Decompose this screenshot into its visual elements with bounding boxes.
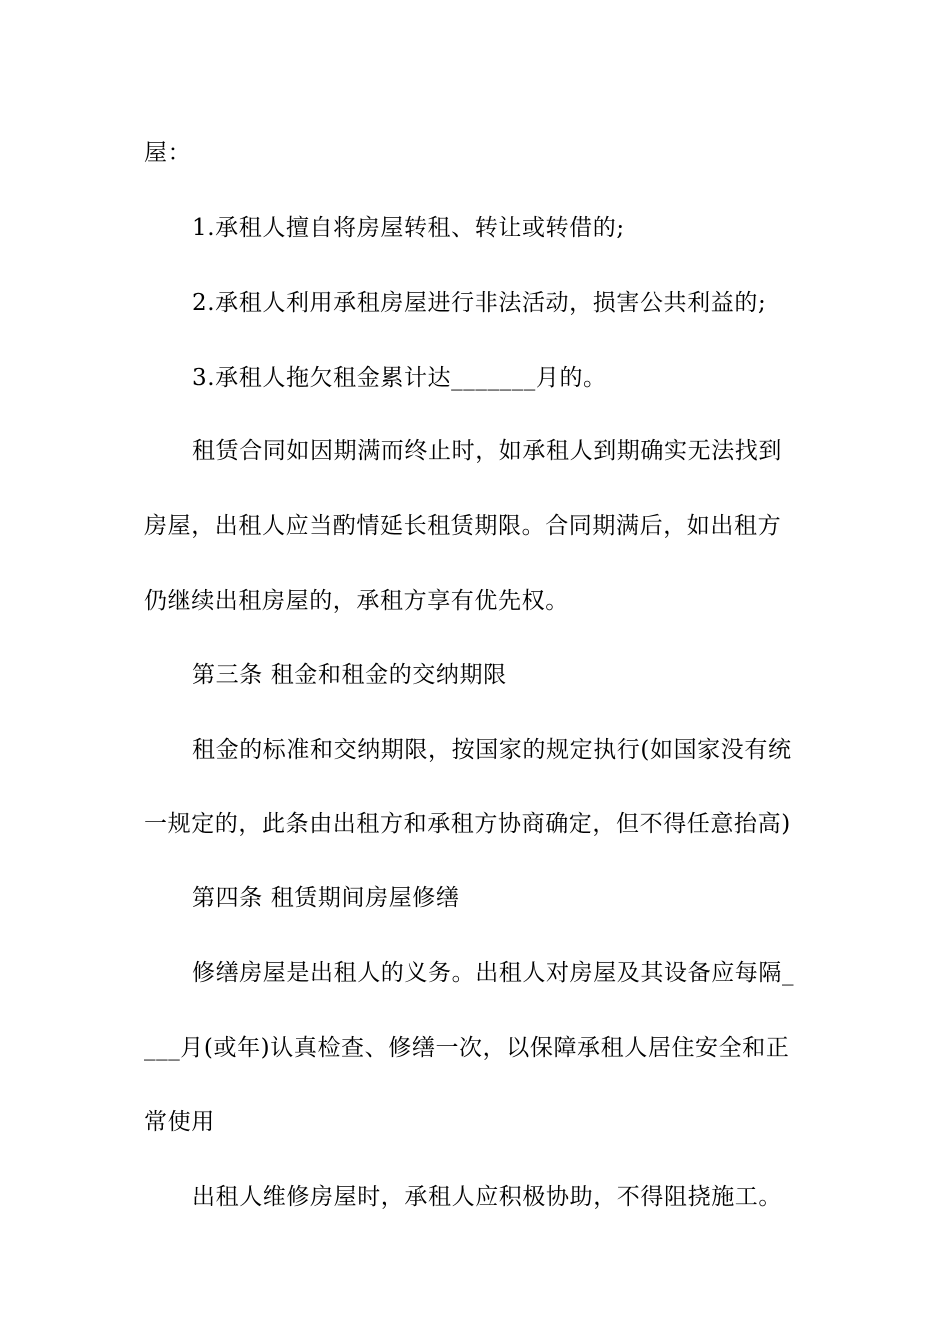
list-item-3: 3.承租人拖欠租金累计达_______月的。 xyxy=(192,365,607,391)
paragraph-line: 修缮房屋是出租人的义务。出租人对房屋及其设备应每隔_ xyxy=(192,960,795,986)
list-item-2: 2.承租人利用承租房屋进行非法活动，损害公共利益的; xyxy=(192,290,767,316)
paragraph-line: 租金的标准和交纳期限，按国家的规定执行(如国家没有统 xyxy=(192,737,792,763)
paragraph-line: 常使用 xyxy=(144,1109,215,1135)
section-heading-3: 第三条 租金和租金的交纳期限 xyxy=(192,662,507,688)
paragraph-line: 出租人维修房屋时，承租人应积极协助，不得阻挠施工。 xyxy=(192,1184,782,1210)
paragraph-line: 租赁合同如因期满而终止时，如承租人到期确实无法找到 xyxy=(192,438,782,464)
paragraph-line: 一规定的，此条由出租方和承租方协商确定，但不得任意抬高) xyxy=(144,811,791,837)
paragraph-line: 房屋，出租人应当酌情延长租赁期限。合同期满后，如出租方 xyxy=(144,513,782,539)
paragraph-line: ___月(或年)认真检查、修缮一次，以保障承租人居住安全和正 xyxy=(144,1035,790,1061)
section-heading-4: 第四条 租赁期间房屋修缮 xyxy=(192,885,460,911)
list-item-1: 1.承租人擅自将房屋转租、转让或转借的; xyxy=(192,215,625,241)
paragraph-line: 仍继续出租房屋的，承租方享有优先权。 xyxy=(144,588,569,614)
text-line-continuation: 屋： xyxy=(144,140,192,166)
